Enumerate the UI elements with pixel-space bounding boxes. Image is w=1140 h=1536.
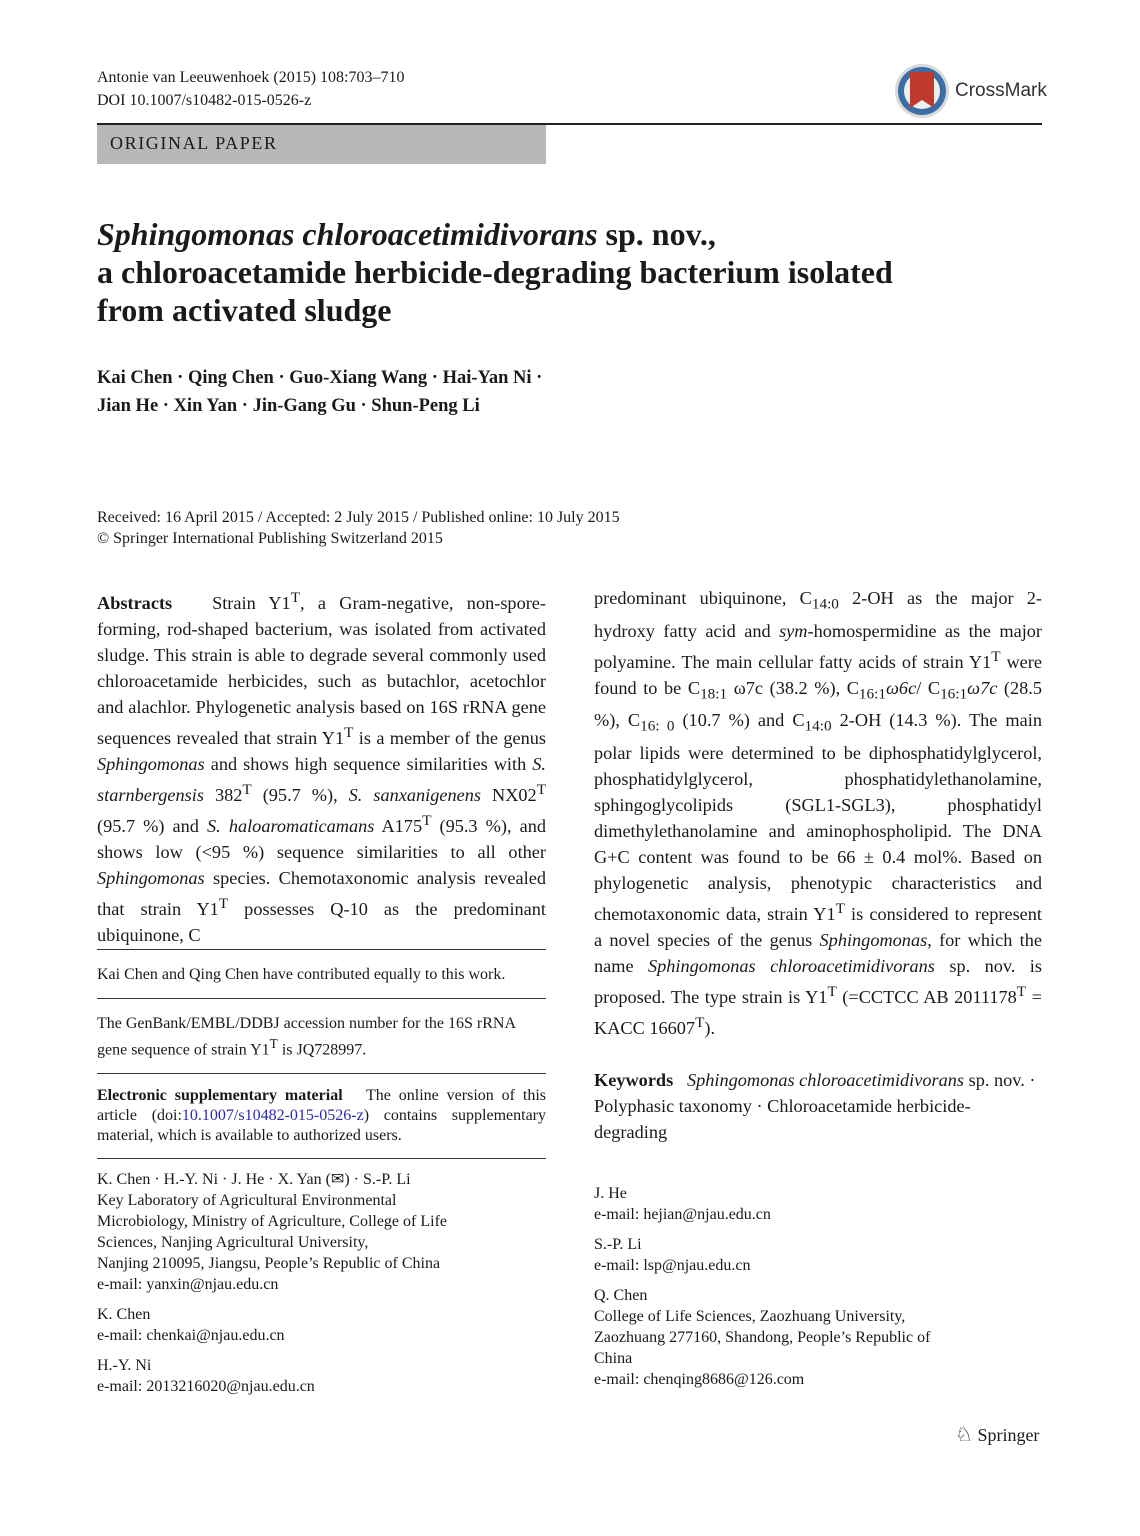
title-species: Sphingomonas chloroacetimidivorans [97, 216, 598, 252]
affiliation-kchen: K. Chen e-mail: chenkai@njau.edu.cn [97, 1295, 546, 1346]
springer-horse-icon: ♘ [955, 1424, 973, 1446]
affiliation-jhe: J. He e-mail: hejian@njau.edu.cn [594, 1145, 1042, 1225]
equal-contribution-note: Kai Chen and Qing Chen have contributed equally to this work. [97, 966, 506, 983]
doi-line: DOI 10.1007/s10482-015-0526-z [97, 92, 312, 109]
publication-history [97, 507, 620, 549]
crossmark-badge[interactable] [893, 62, 1047, 120]
publisher-name: Springer [977, 1425, 1040, 1445]
keywords-heading: Keywords [594, 1070, 674, 1091]
email-qchen[interactable]: e-mail: chenqing8686@126.com [594, 1371, 805, 1389]
authors-line2: Jian He · Xin Yan · Jin-Gang Gu · Shun-Peng Li [97, 396, 480, 416]
article-type-banner [97, 125, 546, 164]
email-yanxin[interactable]: e-mail: yanxin@njau.edu.cn [97, 1276, 279, 1294]
abstract-part2: predominant ubiquinone, $C_{14:0}$ 2-OH as the major 2-hydroxy fatty acid and sym-homospermidine as the major polyamine. The main cellular fatty acids of strain $Y1^T$ were found to be $C_{18:1}$ ω7c (38.2 %), $C_{16:1}\omega 6c/$ $C_{16:1}\omega 7c$ (28.5 %), $C_{16: 0}$ (10.7 %) and $C_{14:0}$ 2-OH (14.3 %). The main polar lipids were determined to be diphosphatidylglycerol, phosphatidylglycerol, phosphatidylethanolamine, sphingoglycolipids (SGL1-SGL3), phosphatidyl dimethylethanolamine and aminophospholipid. The DNA G+C content was found to be 66 ± 0.4 mol%. Based on phylogenetic analysis, phenotypic characteristics and chemotaxonomic data, strain $Y1^T$ is considered to represent a novel species of the genus Sphingomonas, for which the name Sphingomonas chloroacetimidivorans sp. nov. is proposed. The type strain is $Y1^T$ (=CCTCC AB $2011178^T$ = KACC $16607^T$). [594, 588, 1043, 1039]
journal-citation: Antonie van Leeuwenhoek (2015) 108:703–710 [97, 69, 405, 86]
email-jhe[interactable]: e-mail: hejian@njau.edu.cn [594, 1206, 771, 1224]
history-dates: Received: 16 April 2015 / Accepted: 2 July 2015 / Published online: 10 July 2015 [97, 509, 620, 526]
title-line3: from activated sludge [97, 292, 392, 328]
affiliation-main: K. Chen · H.-Y. Ni · J. He · X. Yan (✉) · S.-P. Li Key Laboratory of Agricultural Environmental Microbiology, Ministry of Agriculture, College of Life Sciences, Nanjing Agricultural University, Nanjing 210095, Jiangsu, People’s Republic of China e-mail: yanxin@njau.edu.cn [97, 1159, 546, 1295]
right-column [594, 585, 1042, 1390]
affiliation-qchen: Q. Chen College of Life Sciences, Zaozhuang University, Zaozhuang 277160, Shandong, People’s Republic of China e-mail: chenqing8686@126.com [594, 1276, 1042, 1390]
affiliation-hyni: H.-Y. Ni e-mail: 2013216020@njau.edu.cn [97, 1346, 546, 1397]
esm-doi-link[interactable]: 10.1007/s10482-015-0526-z [181, 1107, 364, 1125]
crossmark-icon [893, 62, 953, 120]
crossmark-label: CrossMark [955, 80, 1047, 101]
publisher-logo [955, 1422, 1039, 1447]
left-column [97, 585, 546, 1397]
esm-note: Electronic supplementary material The online version of this article (doi:10.1007/s10482-015-0526-z) contains supplementary material, which is available to authorized users. [97, 1087, 546, 1145]
affiliation-spli: S.-P. Li e-mail: lsp@njau.edu.cn [594, 1225, 1042, 1276]
email-chenkai[interactable]: e-mail: chenkai@njau.edu.cn [97, 1327, 285, 1345]
abstract-heading: Abstracts [97, 593, 173, 614]
email-hyni[interactable]: e-mail: 2013216020@njau.edu.cn [97, 1378, 315, 1396]
paper-title [97, 215, 1037, 329]
email-spli[interactable]: e-mail: lsp@njau.edu.cn [594, 1257, 751, 1275]
title-line1-rest: sp. nov., [597, 216, 716, 252]
title-line2: a chloroacetamide herbicide-degrading bacterium isolated [97, 254, 893, 290]
authors-line1: Kai Chen · Qing Chen · Guo-Xiang Wang · Hai-Yan Ni · [97, 368, 543, 388]
author-list [97, 364, 542, 420]
article-type-label: ORIGINAL PAPER [110, 133, 278, 153]
genbank-note: The GenBank/EMBL/DDBJ accession number for the 16S rRNA gene sequence of strain $Y1^T$ is JQ728997. [97, 1015, 516, 1059]
abstract-part1: Abstracts Strain $Y1^T$, a Gram-negative, non-spore-forming, rod-shaped bacterium, was isolated from activated sludge. This strain is able to degrade several commonly used chloroacetamide herbicides, such as butachlor, acetochlor and alachlor. Phylogenetic analysis based on 16S rRNA gene sequences revealed that strain $Y1^T$ is a member of the genus Sphingomonas and shows high sequence similarities with S. starnbergensis $382^T$ (95.7 %), S. sanxanigenens $NX02^T$ (95.7 %) and S. haloaromaticamans $A175^T$ (95.3 %), and shows low (<95 %) sequence similarities to all other Sphingomonas species. Chemotaxonomic analysis revealed that strain $Y1^T$ possesses Q-10 as the predominant ubiquinone, C [97, 589, 546, 946]
keywords: Keywords Sphingomonas chloroacetimidivorans sp. nov. · Polyphasic taxonomy · Chloroacetamide herbicide-degrading [594, 1070, 1036, 1143]
journal-header [97, 66, 404, 112]
copyright-line: © Springer International Publishing Switzerland 2015 [97, 530, 443, 547]
